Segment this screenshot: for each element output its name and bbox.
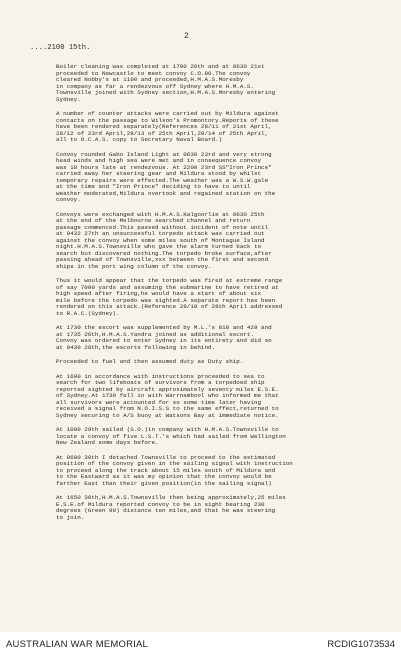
paragraph: At 0600 30th I detached Townsville to proceed to the estimated position of the convoy given in the sailing signal with instruction to proceed along the track about 15 miles south of Mildura and to the Eastward as it was my opinion that the convoy would be farther East than their given position(in the sailing signal) — [56, 453, 293, 487]
section-header: ....2100 15th. — [30, 44, 91, 52]
paragraph: At 1000 29th sailed (S.O.)in company with H.M.A.S.Townsville to locate a convoy of five L.S.T.'s which had sailed from Wellington New Zealand some days before. — [56, 426, 286, 446]
paragraph: At 1730 the escort was supplemented by M.L.'s 818 and 429 and at 1735 26th,H.M.A.S.Yandra joined as additional escort. Convoy was ordered to enter Sydney in its entirety and did so at 0430 28th,the escorts following in behind. — [56, 324, 272, 351]
paragraph: Thus it would appear that the torpedo was fired at extreme range of say 7000 yards and assuming the submarine to have retired at high speed after firing,he would have a start of about six mile before the torpedo was sighted.A separate report has been rendered on this attack.(Reference 28/10 of 28th April addressed to R.A.C.(Sydney). — [56, 277, 283, 317]
paragraph: A number of counter attacks were carried out by Mildura against contacts on the passage to Wilson's Promontory.Reports of these have been rendered separately(References 28/11 of 21st April, 28/12 of 23rd April,28/13 of 25th April,28/14 of 25th April, all to O.C.A.S. copy to Secretary Naval Board.) — [56, 110, 279, 143]
paragraph: Convoy rounded Gabo Island Light at 0630 23rd and very strong head winds and high sea were met and in consequence convoy was 18 hours late at rendezvous. At 2200 23rd SS"Iron Prince" carried away her steering gear and Mildura stood by whilst temporary repairs were effected.The weather was a W.S.W.gale at the time and "Iron Prince" deciding to have to until weather moderated,Mildura overtook and regained station on the convoy. — [56, 150, 276, 203]
paragraph: At 1650 30th,H.M.A.S.Townsville then being approximately,25 miles E.S.E.of Mildura reported convoy to be in sight bearing 230 degrees (Green 90) distance ten miles,and that he was steering to join. — [56, 494, 286, 521]
footer-source-label: AUSTRALIAN WAR MEMORIAL — [6, 639, 149, 650]
paragraph: Convoys were exchanged with H.M.A.S.Kalgoorlie at 0630 25th at the end of the Melbourne searched channel and return passage commenced.This passed without incident of note until at 0432 27th an unsuccessful torpedo attack was carried out against the convoy when some miles south of Montague Island night.H.M.A.S.Townsville who gave the alarm turned back to search but discovered nothing.The torpedo broke surface,after passing ahead of Townsville,xxx between the first and second ships in the port wing column of the convoy. — [56, 210, 272, 270]
page-number: 2 — [184, 32, 189, 41]
footer-record-id: RCDIG1073534 — [327, 639, 395, 650]
paragraph: Boiler cleaning was completed at 1700 20th and at 0630 21st proceeded to Newcastle to meet convoy C.O.80.The convoy cleared Nobby's at 1100 and proceeded,H.M.A.S.Moresby in company as far a rendezvous off Sydney where H.M.A.S. Townsville joined with Sydney section,H.M.A.S.Moresby entering Sydney. — [56, 63, 276, 103]
archive-footer — [0, 632, 401, 654]
document-body — [56, 64, 394, 529]
paragraph: At 1600 in accordance with instructions proceeded to sea to search for two lifeboats of survivors from a torpedoed ship reported sighted by aircraft approximately seventy miles E.S.E. of Sydney.At 1730 fell in with Warrnambool who informed me that all survivors were accounted for so some time later having received a signal from N.O.I.S.S to the same effect,returned to Sydney securing to A/S buoy at Watsons Bay at immediate notice. — [56, 372, 279, 419]
paragraph: Proceeded to fuel and then assumed duty as Duty ship. — [56, 358, 244, 365]
